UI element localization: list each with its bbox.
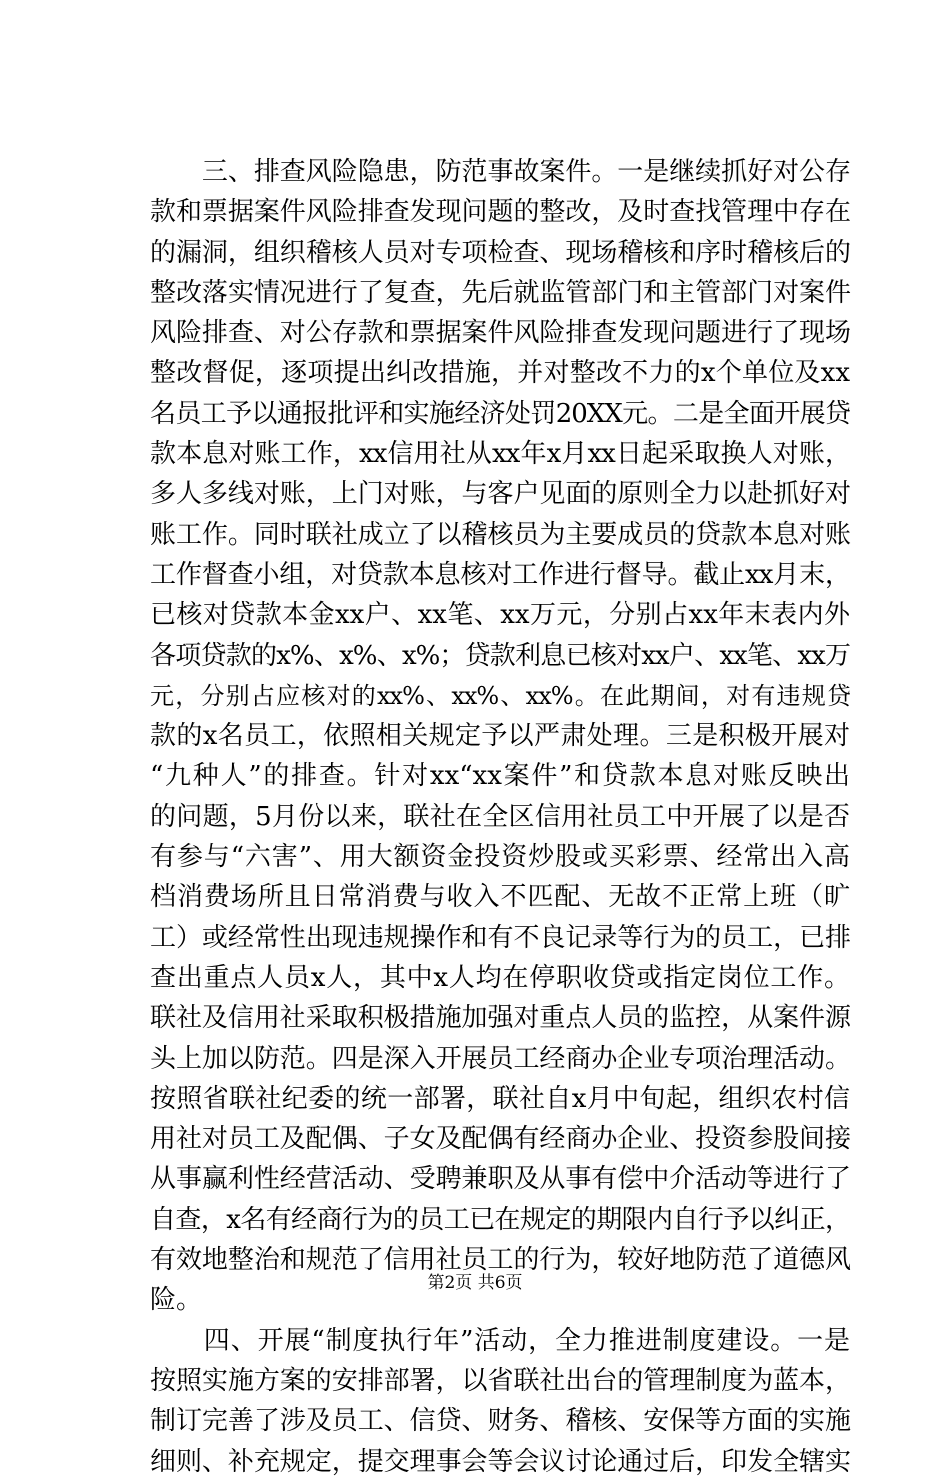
text-line: 款的x名员工，依照相关规定予以严肃处理。三是积极开展对 [150, 721, 850, 752]
text-line: 各项贷款的x%、x%、x%；贷款利息已核对xx户、xx笔、xx万 [150, 640, 850, 671]
text-line: 整改督促，逐项提出纠改措施，并对整改不力的x个单位及xx [150, 358, 850, 389]
text-line: 三、排查风险隐患，防范事故案件。一是继续抓好对公存 [150, 157, 850, 187]
text-line: 从事赢利性经营活动、受聘兼职及从事有偿中介活动等进行了 [150, 1164, 850, 1195]
text-line: 查出重点人员x人，其中x人均在停职收贷或指定岗位工作。 [150, 962, 850, 993]
text-line: 元，分别占应核对的xx%、xx%、xx%。在此期间，对有违规贷 [150, 681, 850, 710]
text-line: 的问题，5月份以来，联社在全区信用社员工中开展了以是否 [150, 801, 850, 832]
text-line: 档消费场所且日常消费与收入不匹配、无故不正常上班（旷 [150, 882, 850, 913]
text-line: 工）或经常性出现违规操作和有不良记录等行为的员工，已排 [150, 922, 850, 953]
text-line: 工作督查小组，对贷款本息核对工作进行督导。截止xx月末， [150, 559, 850, 590]
text-line: 款和票据案件风险排查发现问题的整改，及时查找管理中存在 [150, 197, 850, 228]
text-line: 自查，x名有经商行为的员工已在规定的期限内自行予以纠正， [150, 1204, 850, 1235]
text-line: 款本息对账工作，xx信用社从xx年x月xx日起采取换人对账， [150, 439, 850, 470]
text-line: 四、开展“制度执行年”活动，全力推进制度建设。一是 [150, 1325, 850, 1356]
text-line: 头上加以防范。四是深入开展员工经商办企业专项治理活动。 [150, 1043, 850, 1074]
text-line: 名员工予以通报批评和实施经济处罚20XX元。二是全面开展贷 [150, 398, 850, 429]
text-line: 制订完善了涉及员工、信贷、财务、稽核、安保等方面的实施 [150, 1406, 850, 1437]
text-line: 多人多线对账，上门对账，与客户见面的原则全力以赴抓好对 [150, 479, 850, 510]
text-line: 用社对员工及配偶、子女及配偶有经商办企业、投资参股间接 [150, 1124, 850, 1155]
text-line: 的漏洞，组织稽核人员对专项检查、现场稽核和序时稽核后的 [150, 237, 850, 268]
text-line: “九种人”的排查。针对xx“xx案件”和贷款本息对账反映出 [150, 761, 850, 792]
page-footer: 第2页 共6页 [427, 1273, 523, 1293]
text-line: 风险排查、对公存款和票据案件风险排查发现问题进行了现场 [150, 318, 850, 349]
text-line: 险。 [150, 1285, 203, 1316]
text-line: 整改落实情况进行了复查，先后就监管部门和主管部门对案件 [150, 277, 850, 308]
text-line: 按照省联社纪委的统一部署，联社自x月中旬起，组织农村信 [150, 1083, 850, 1114]
text-line: 账工作。同时联社成立了以稽核员为主要成员的贷款本息对账 [150, 519, 850, 550]
text-line: 按照实施方案的安排部署，以省联社出台的管理制度为蓝本， [150, 1365, 850, 1396]
text-line: 细则、补充规定，提交理事会等会议讨论通过后，印发全辖实 [150, 1446, 850, 1477]
text-line: 已核对贷款本金xx户、xx笔、xx万元，分别占xx年末表内外 [150, 600, 850, 631]
text-line: 有参与“六害”、用大额资金投资炒股或买彩票、经常出入高 [150, 842, 850, 873]
text-line: 有效地整治和规范了信用社员工的行为，较好地防范了道德风 [150, 1245, 850, 1276]
text-line: 联社及信用社采取积极措施加强对重点人员的监控，从案件源 [150, 1003, 850, 1034]
